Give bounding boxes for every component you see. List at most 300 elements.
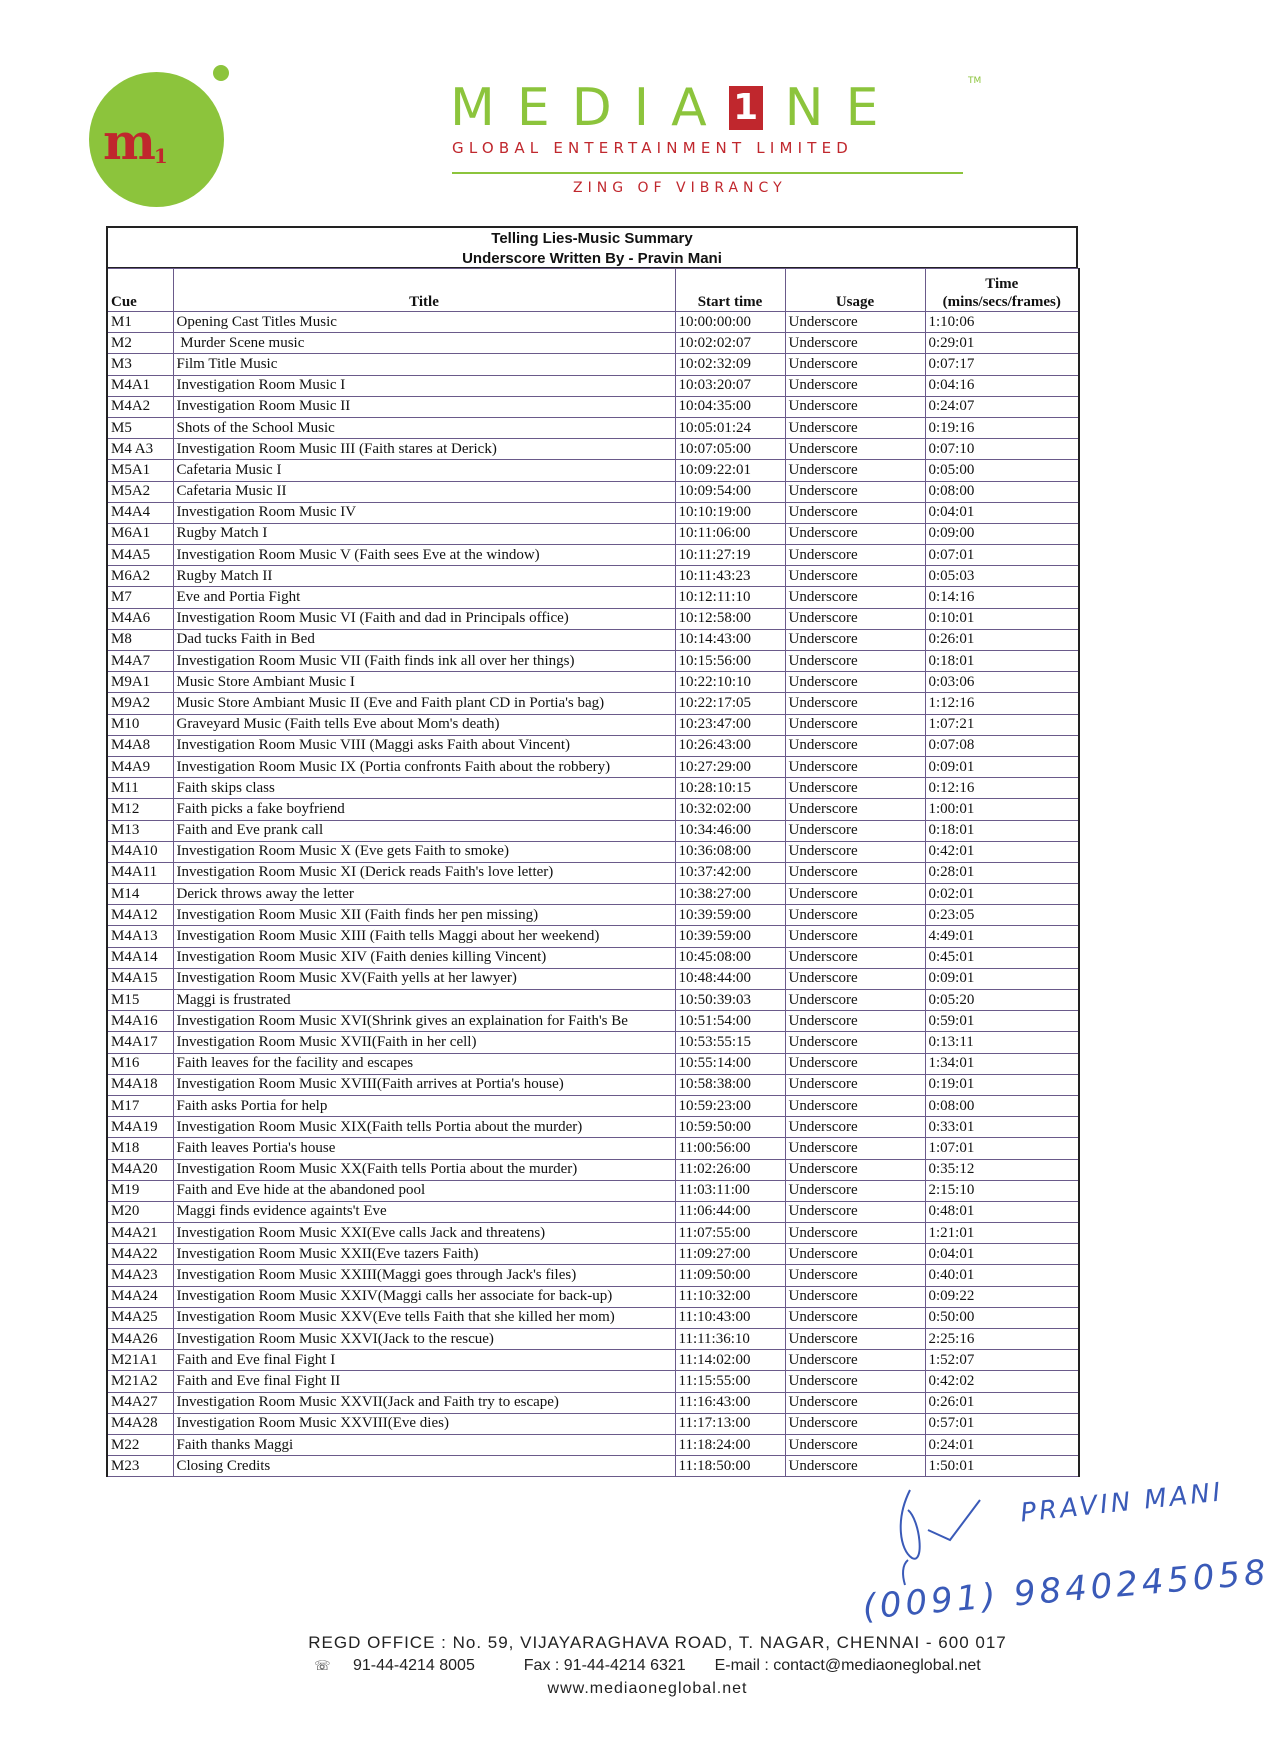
cell-start-time: 10:02:32:09 <box>675 354 785 375</box>
footer-contact <box>0 1657 1275 1675</box>
cell-duration: 0:09:00 <box>925 523 1079 544</box>
cell-usage: Underscore <box>785 841 925 862</box>
footer-fax: Fax : 91-44-4214 6321 <box>523 1657 686 1674</box>
footer-email: E-mail : contact@mediaoneglobal.net <box>714 1657 981 1674</box>
cell-start-time: 10:11:27:19 <box>675 545 785 566</box>
table-row <box>107 799 1079 820</box>
cell-cue: M6A2 <box>107 566 173 587</box>
cell-start-time: 11:14:02:00 <box>675 1350 785 1371</box>
cell-usage: Underscore <box>785 608 925 629</box>
table-row <box>107 862 1079 883</box>
cell-title: Investigation Room Music XXIII(Maggi goes through Jack's files) <box>173 1265 675 1286</box>
table-row <box>107 1201 1079 1222</box>
cell-title: Faith and Eve final Fight II <box>173 1371 675 1392</box>
cell-duration: 0:05:03 <box>925 566 1079 587</box>
cell-start-time: 10:37:42:00 <box>675 862 785 883</box>
cell-usage: Underscore <box>785 1223 925 1244</box>
cue-table <box>106 268 1080 1477</box>
cell-cue: M5A1 <box>107 460 173 481</box>
cell-cue: M4A13 <box>107 926 173 947</box>
cell-duration: 0:07:10 <box>925 439 1079 460</box>
cell-title: Faith thanks Maggi <box>173 1434 675 1455</box>
cell-start-time: 10:11:43:23 <box>675 566 785 587</box>
cell-title: Investigation Room Music XI (Derick reads Faith's love letter) <box>173 862 675 883</box>
cell-start-time: 10:02:02:07 <box>675 333 785 354</box>
cell-start-time: 10:28:10:15 <box>675 778 785 799</box>
cell-cue: M4A23 <box>107 1265 173 1286</box>
cell-usage: Underscore <box>785 990 925 1011</box>
table-row <box>107 1371 1079 1392</box>
cell-duration: 0:33:01 <box>925 1117 1079 1138</box>
cell-title: Investigation Room Music XVI(Shrink gives an explaination for Faith's Be <box>173 1011 675 1032</box>
cell-duration: 0:18:01 <box>925 820 1079 841</box>
cell-title: Cafetaria Music I <box>173 460 675 481</box>
cell-title: Investigation Room Music XV(Faith yells at her lawyer) <box>173 968 675 989</box>
cell-start-time: 11:03:11:00 <box>675 1180 785 1201</box>
cell-usage: Underscore <box>785 1392 925 1413</box>
table-row <box>107 1307 1079 1328</box>
cell-usage: Underscore <box>785 651 925 672</box>
cell-cue: M4A7 <box>107 651 173 672</box>
cell-start-time: 11:18:24:00 <box>675 1434 785 1455</box>
cell-start-time: 10:58:38:00 <box>675 1074 785 1095</box>
cell-usage: Underscore <box>785 1201 925 1222</box>
cell-start-time: 10:10:19:00 <box>675 502 785 523</box>
cell-start-time: 10:51:54:00 <box>675 1011 785 1032</box>
table-row <box>107 608 1079 629</box>
brand-name: MEDIA 1 NE <box>450 78 901 138</box>
cell-cue: M2 <box>107 333 173 354</box>
cell-duration: 0:09:22 <box>925 1286 1079 1307</box>
logo-monogram: $m_1$ <box>103 112 168 171</box>
cell-start-time: 10:12:11:10 <box>675 587 785 608</box>
cell-duration: 1:07:01 <box>925 1138 1079 1159</box>
cell-start-time: 10:27:29:00 <box>675 756 785 777</box>
phone-icon: ☏ <box>314 1658 331 1673</box>
table-row <box>107 1180 1079 1201</box>
table-row <box>107 566 1079 587</box>
cell-duration: 1:10:06 <box>925 312 1079 333</box>
cell-usage: Underscore <box>785 1265 925 1286</box>
table-row <box>107 756 1079 777</box>
cell-duration: 2:15:10 <box>925 1180 1079 1201</box>
cell-duration: 0:26:01 <box>925 1392 1079 1413</box>
handwritten-phone: (0091) 9840245058 <box>861 1552 1272 1628</box>
cell-duration: 0:04:16 <box>925 375 1079 396</box>
cell-usage: Underscore <box>785 1180 925 1201</box>
cell-cue: M9A2 <box>107 693 173 714</box>
cell-title: Faith and Eve prank call <box>173 820 675 841</box>
cell-title: Investigation Room Music XXVII(Jack and Faith try to escape) <box>173 1392 675 1413</box>
cell-start-time: 11:11:36:10 <box>675 1329 785 1350</box>
cell-cue: M4A6 <box>107 608 173 629</box>
cell-start-time: 10:22:10:10 <box>675 672 785 693</box>
cell-duration: 1:00:01 <box>925 799 1079 820</box>
table-row <box>107 1329 1079 1350</box>
cell-cue: M4A21 <box>107 1223 173 1244</box>
cell-title: Investigation Room Music V (Faith sees Eve at the window) <box>173 545 675 566</box>
cell-usage: Underscore <box>785 375 925 396</box>
cell-cue: M4A20 <box>107 1159 173 1180</box>
cell-usage: Underscore <box>785 1329 925 1350</box>
cell-usage: Underscore <box>785 354 925 375</box>
table-row <box>107 587 1079 608</box>
cell-title: Eve and Portia Fight <box>173 587 675 608</box>
table-row <box>107 460 1079 481</box>
cell-title: Investigation Room Music XX(Faith tells Portia about the murder) <box>173 1159 675 1180</box>
cell-duration: 0:14:16 <box>925 587 1079 608</box>
cell-cue: M4A24 <box>107 1286 173 1307</box>
table-row <box>107 651 1079 672</box>
cell-duration: 0:04:01 <box>925 1244 1079 1265</box>
cell-start-time: 11:15:55:00 <box>675 1371 785 1392</box>
summary-title-line2: Underscore Written By - Pravin Mani <box>462 250 722 267</box>
cell-start-time: 10:39:59:00 <box>675 926 785 947</box>
cell-title: Opening Cast Titles Music <box>173 312 675 333</box>
table-row <box>107 968 1079 989</box>
cell-duration: 1:12:16 <box>925 693 1079 714</box>
tagline: ZING OF VIBRANCY <box>573 180 787 196</box>
cell-title: Closing Credits <box>173 1456 675 1477</box>
cell-start-time: 10:23:47:00 <box>675 714 785 735</box>
table-row <box>107 1074 1079 1095</box>
cell-title: Maggi finds evidence againts't Eve <box>173 1201 675 1222</box>
cell-duration: 0:19:16 <box>925 417 1079 438</box>
cell-title: Investigation Room Music X (Eve gets Faith to smoke) <box>173 841 675 862</box>
cell-start-time: 10:32:02:00 <box>675 799 785 820</box>
cell-duration: 0:09:01 <box>925 756 1079 777</box>
cell-cue: M4A14 <box>107 947 173 968</box>
cell-duration: 1:07:21 <box>925 714 1079 735</box>
cue-table-body <box>107 312 1079 1477</box>
cell-title: Investigation Room Music VII (Faith finds ink all over her things) <box>173 651 675 672</box>
cell-usage: Underscore <box>785 693 925 714</box>
cell-start-time: 10:48:44:00 <box>675 968 785 989</box>
footer-website: www.mediaoneglobal.net <box>547 1680 748 1697</box>
cell-cue: M17 <box>107 1095 173 1116</box>
cell-duration: 0:07:17 <box>925 354 1079 375</box>
table-row <box>107 735 1079 756</box>
cell-duration: 0:10:01 <box>925 608 1079 629</box>
table-row <box>107 672 1079 693</box>
handwritten-name: PRAVIN MANI <box>1018 1477 1225 1529</box>
cell-usage: Underscore <box>785 566 925 587</box>
cell-duration: 0:23:05 <box>925 905 1079 926</box>
cell-cue: M19 <box>107 1180 173 1201</box>
cell-title: Rugby Match I <box>173 523 675 544</box>
cell-usage: Underscore <box>785 947 925 968</box>
cell-usage: Underscore <box>785 926 925 947</box>
cell-title: Investigation Room Music IV <box>173 502 675 523</box>
cell-cue: M3 <box>107 354 173 375</box>
cell-usage: Underscore <box>785 1074 925 1095</box>
cell-start-time: 10:36:08:00 <box>675 841 785 862</box>
cell-start-time: 10:26:43:00 <box>675 735 785 756</box>
cell-duration: 2:25:16 <box>925 1329 1079 1350</box>
cell-start-time: 11:07:55:00 <box>675 1223 785 1244</box>
cell-title: Investigation Room Music XXVIII(Eve dies) <box>173 1413 675 1434</box>
cell-usage: Underscore <box>785 884 925 905</box>
company-subtitle: GLOBAL ENTERTAINMENT LIMITED <box>452 139 854 157</box>
cell-cue: M4A19 <box>107 1117 173 1138</box>
cell-start-time: 10:07:05:00 <box>675 439 785 460</box>
cell-duration: 0:57:01 <box>925 1413 1079 1434</box>
cell-title: Investigation Room Music XVIII(Faith arrives at Portia's house) <box>173 1074 675 1095</box>
cell-start-time: 10:00:00:00 <box>675 312 785 333</box>
table-header-row <box>107 269 1079 312</box>
cell-start-time: 10:22:17:05 <box>675 693 785 714</box>
cell-cue: M5A2 <box>107 481 173 502</box>
cell-duration: 0:04:01 <box>925 502 1079 523</box>
cell-start-time: 11:10:43:00 <box>675 1307 785 1328</box>
cell-usage: Underscore <box>785 523 925 544</box>
cell-start-time: 10:59:23:00 <box>675 1095 785 1116</box>
cell-start-time: 10:04:35:00 <box>675 396 785 417</box>
cell-usage: Underscore <box>785 905 925 926</box>
table-row <box>107 1286 1079 1307</box>
cell-cue: M4A2 <box>107 396 173 417</box>
table-row <box>107 947 1079 968</box>
table-row <box>107 1095 1079 1116</box>
cell-usage: Underscore <box>785 735 925 756</box>
cell-usage: Underscore <box>785 862 925 883</box>
cell-title: Faith leaves Portia's house <box>173 1138 675 1159</box>
summary-title-line1: Telling Lies-Music Summary <box>491 230 693 247</box>
cell-start-time: 10:38:27:00 <box>675 884 785 905</box>
cell-title: Investigation Room Music XXI(Eve calls Jack and threatens) <box>173 1223 675 1244</box>
col-header-usage: Usage <box>785 269 925 312</box>
cell-usage: Underscore <box>785 460 925 481</box>
cell-usage: Underscore <box>785 1095 925 1116</box>
cell-usage: Underscore <box>785 481 925 502</box>
cell-start-time: 10:12:58:00 <box>675 608 785 629</box>
cell-usage: Underscore <box>785 1350 925 1371</box>
cell-cue: M21A1 <box>107 1350 173 1371</box>
table-row <box>107 333 1079 354</box>
table-row <box>107 820 1079 841</box>
cell-cue: M20 <box>107 1201 173 1222</box>
cell-usage: Underscore <box>785 968 925 989</box>
table-row <box>107 439 1079 460</box>
cell-duration: 1:21:01 <box>925 1223 1079 1244</box>
cell-usage: Underscore <box>785 1371 925 1392</box>
cell-cue: M4A18 <box>107 1074 173 1095</box>
header-divider <box>452 172 963 174</box>
cell-start-time: 10:50:39:03 <box>675 990 785 1011</box>
col-header-cue: Cue <box>107 269 173 312</box>
cell-title: Investigation Room Music XIII (Faith tells Maggi about her weekend) <box>173 926 675 947</box>
cell-duration: 0:02:01 <box>925 884 1079 905</box>
cell-title: Faith and Eve hide at the abandoned pool <box>173 1180 675 1201</box>
cell-duration: 0:09:01 <box>925 968 1079 989</box>
cell-cue: M4A8 <box>107 735 173 756</box>
table-row <box>107 1138 1079 1159</box>
trademark: TM <box>968 76 982 86</box>
cell-duration: 0:19:01 <box>925 1074 1079 1095</box>
table-row <box>107 1265 1079 1286</box>
cell-cue: M1 <box>107 312 173 333</box>
cell-start-time: 11:10:32:00 <box>675 1286 785 1307</box>
cell-duration: 0:28:01 <box>925 862 1079 883</box>
table-row <box>107 1413 1079 1434</box>
cell-cue: M13 <box>107 820 173 841</box>
cell-usage: Underscore <box>785 799 925 820</box>
cell-usage: Underscore <box>785 672 925 693</box>
cell-duration: 0:07:08 <box>925 735 1079 756</box>
cell-start-time: 11:18:50:00 <box>675 1456 785 1477</box>
cell-duration: 0:40:01 <box>925 1265 1079 1286</box>
cell-start-time: 10:11:06:00 <box>675 523 785 544</box>
cell-cue: M4A25 <box>107 1307 173 1328</box>
cell-title: Investigation Room Music XXV(Eve tells Faith that she killed her mom) <box>173 1307 675 1328</box>
table-row <box>107 905 1079 926</box>
cell-start-time: 10:59:50:00 <box>675 1117 785 1138</box>
table-row <box>107 1392 1079 1413</box>
cell-usage: Underscore <box>785 1244 925 1265</box>
cell-usage: Underscore <box>785 502 925 523</box>
cell-title: Faith picks a fake boyfriend <box>173 799 675 820</box>
cell-usage: Underscore <box>785 312 925 333</box>
table-row <box>107 1350 1079 1371</box>
cell-cue: M4A26 <box>107 1329 173 1350</box>
cell-start-time: 11:06:44:00 <box>675 1201 785 1222</box>
cell-title: Graveyard Music (Faith tells Eve about Mom's death) <box>173 714 675 735</box>
cell-title: Investigation Room Music VIII (Maggi asks Faith about Vincent) <box>173 735 675 756</box>
cell-duration: 0:05:00 <box>925 460 1079 481</box>
footer-address: REGD OFFICE : No. 59, VIJAYARAGHAVA ROAD, T. NAGAR, CHENNAI - 600 017 <box>308 1633 1007 1652</box>
cell-duration: 0:08:00 <box>925 481 1079 502</box>
summary-title <box>106 226 1078 268</box>
cell-cue: M23 <box>107 1456 173 1477</box>
cell-duration: 0:03:06 <box>925 672 1079 693</box>
cell-duration: 0:07:01 <box>925 545 1079 566</box>
cell-usage: Underscore <box>785 1159 925 1180</box>
cell-usage: Underscore <box>785 587 925 608</box>
cell-usage: Underscore <box>785 1032 925 1053</box>
cell-usage: Underscore <box>785 1011 925 1032</box>
cell-title: Faith leaves for the facility and escapes <box>173 1053 675 1074</box>
table-row <box>107 884 1079 905</box>
cell-cue: M4A10 <box>107 841 173 862</box>
cell-usage: Underscore <box>785 439 925 460</box>
table-row <box>107 1223 1079 1244</box>
cell-duration: 0:48:01 <box>925 1201 1079 1222</box>
cell-start-time: 10:15:56:00 <box>675 651 785 672</box>
cell-title: Dad tucks Faith in Bed <box>173 629 675 650</box>
cell-usage: Underscore <box>785 333 925 354</box>
cell-duration: 1:34:01 <box>925 1053 1079 1074</box>
table-row <box>107 481 1079 502</box>
table-row <box>107 1244 1079 1265</box>
cell-cue: M4A16 <box>107 1011 173 1032</box>
cell-duration: 0:08:00 <box>925 1095 1079 1116</box>
cell-duration: 4:49:01 <box>925 926 1079 947</box>
cell-cue: M7 <box>107 587 173 608</box>
table-row <box>107 926 1079 947</box>
cell-usage: Underscore <box>785 714 925 735</box>
table-row <box>107 354 1079 375</box>
cell-cue: M4A5 <box>107 545 173 566</box>
cell-cue: M4A12 <box>107 905 173 926</box>
cell-cue: M8 <box>107 629 173 650</box>
cell-duration: 0:24:07 <box>925 396 1079 417</box>
table-row <box>107 396 1079 417</box>
cell-usage: Underscore <box>785 1434 925 1455</box>
cell-title: Cafetaria Music II <box>173 481 675 502</box>
table-row <box>107 375 1079 396</box>
cell-cue: M16 <box>107 1053 173 1074</box>
table-row <box>107 417 1079 438</box>
table-row <box>107 990 1079 1011</box>
cell-cue: M4A27 <box>107 1392 173 1413</box>
cell-start-time: 10:34:46:00 <box>675 820 785 841</box>
cell-title: Shots of the School Music <box>173 417 675 438</box>
cell-cue: M22 <box>107 1434 173 1455</box>
table-row <box>107 312 1079 333</box>
cell-usage: Underscore <box>785 756 925 777</box>
cell-cue: M4A17 <box>107 1032 173 1053</box>
cell-start-time: 11:02:26:00 <box>675 1159 785 1180</box>
cell-usage: Underscore <box>785 1117 925 1138</box>
cell-usage: Underscore <box>785 1053 925 1074</box>
cell-start-time: 10:05:01:24 <box>675 417 785 438</box>
cell-title: Music Store Ambiant Music II (Eve and Faith plant CD in Portia's bag) <box>173 693 675 714</box>
cell-usage: Underscore <box>785 545 925 566</box>
cell-duration: 0:24:01 <box>925 1434 1079 1455</box>
table-row <box>107 1053 1079 1074</box>
cell-duration: 0:42:02 <box>925 1371 1079 1392</box>
cell-start-time: 11:09:27:00 <box>675 1244 785 1265</box>
cell-cue: M4A15 <box>107 968 173 989</box>
cell-usage: Underscore <box>785 396 925 417</box>
cell-title: Faith and Eve final Fight I <box>173 1350 675 1371</box>
cell-usage: Underscore <box>785 629 925 650</box>
table-row <box>107 629 1079 650</box>
cell-cue: M6A1 <box>107 523 173 544</box>
cell-usage: Underscore <box>785 820 925 841</box>
cell-duration: 0:42:01 <box>925 841 1079 862</box>
cell-title: Derick throws away the letter <box>173 884 675 905</box>
cell-cue: M4 A3 <box>107 439 173 460</box>
cell-title: Investigation Room Music XXVI(Jack to the rescue) <box>173 1329 675 1350</box>
cell-start-time: 10:03:20:07 <box>675 375 785 396</box>
cell-start-time: 10:55:14:00 <box>675 1053 785 1074</box>
cell-usage: Underscore <box>785 1286 925 1307</box>
col-header-title: Title <box>173 269 675 312</box>
cell-start-time: 10:53:55:15 <box>675 1032 785 1053</box>
cell-cue: M15 <box>107 990 173 1011</box>
cell-cue: M21A2 <box>107 1371 173 1392</box>
cell-title: Murder Scene music <box>173 333 675 354</box>
table-row <box>107 778 1079 799</box>
cell-usage: Underscore <box>785 1138 925 1159</box>
music-summary <box>106 226 1078 1477</box>
table-row <box>107 502 1079 523</box>
cell-title: Investigation Room Music I <box>173 375 675 396</box>
cell-title: Faith skips class <box>173 778 675 799</box>
cell-cue: M5 <box>107 417 173 438</box>
cell-usage: Underscore <box>785 778 925 799</box>
cell-duration: 0:13:11 <box>925 1032 1079 1053</box>
cell-title: Rugby Match II <box>173 566 675 587</box>
cell-title: Investigation Room Music II <box>173 396 675 417</box>
table-row <box>107 1011 1079 1032</box>
cell-duration: 0:12:16 <box>925 778 1079 799</box>
cell-cue: M14 <box>107 884 173 905</box>
cell-title: Investigation Room Music III (Faith stares at Derick) <box>173 439 675 460</box>
cell-title: Investigation Room Music XII (Faith finds her pen missing) <box>173 905 675 926</box>
cell-duration: 0:05:20 <box>925 990 1079 1011</box>
